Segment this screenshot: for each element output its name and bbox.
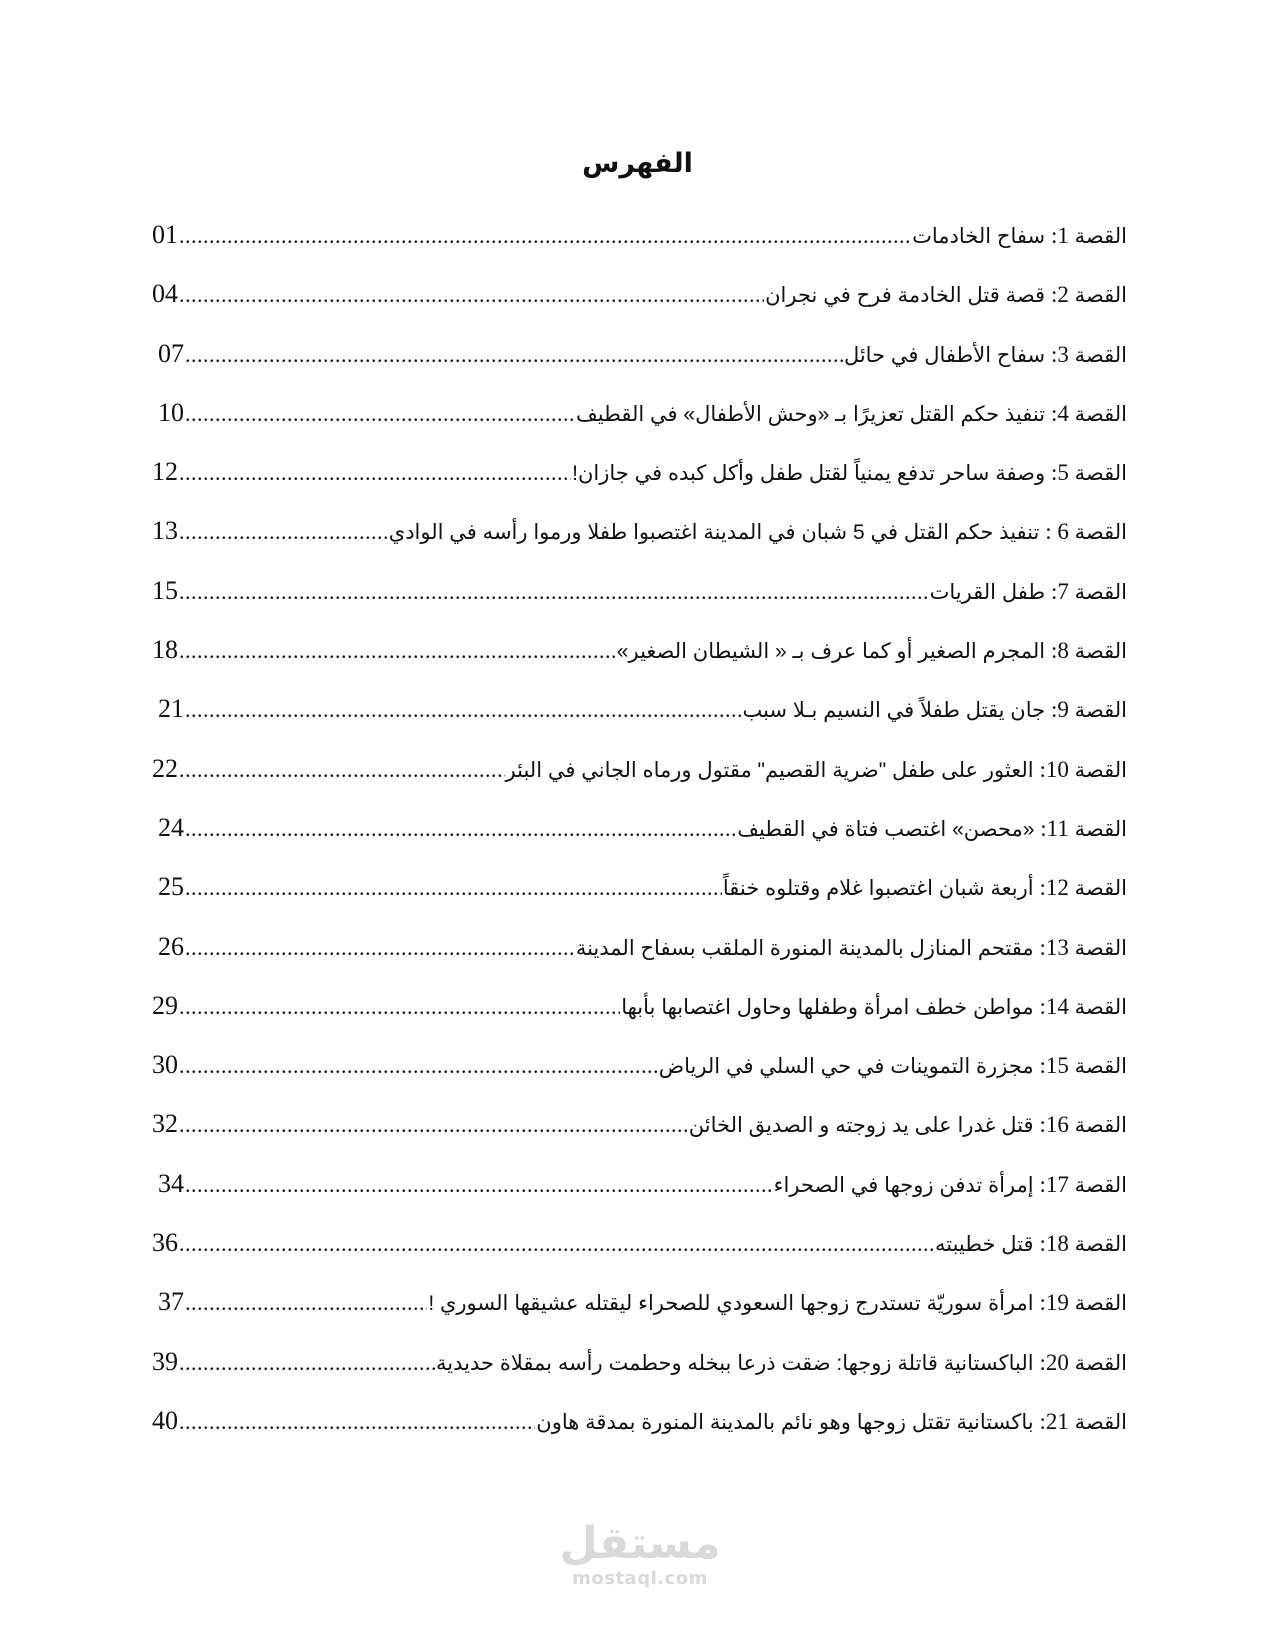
story-title: «محصن» اغتصب فتاة في القطيف [737,817,1035,841]
story-separator: : [1039,1231,1046,1257]
story-number: 15 [1045,1053,1069,1079]
story-separator: : [1050,460,1058,486]
story-prefix: القصة [1074,877,1127,901]
toc-entry[interactable] [152,811,1127,870]
story-number: 14 [1045,993,1069,1019]
watermark-logo-arabic: مستقل [559,1518,721,1569]
toc-entry[interactable] [152,870,1127,929]
dot-leader [179,990,620,1024]
toc-entry-label [774,1168,1127,1203]
toc-entry-label [659,1049,1127,1084]
toc-entry[interactable] [152,692,1127,751]
toc-entry[interactable] [152,277,1127,336]
story-prefix: القصة [1074,1173,1127,1197]
story-prefix: القصة [1074,640,1127,664]
story-separator: : [1050,400,1058,426]
story-number: 2 [1057,282,1069,308]
story-separator: : [1050,638,1058,664]
story-prefix: القصة [1074,699,1127,723]
toc-entry[interactable] [152,1048,1127,1107]
story-separator: : [1039,993,1046,1019]
story-separator: : [1039,756,1046,782]
story-title: طفل القريات [929,580,1046,604]
toc-entry[interactable] [152,989,1127,1048]
story-separator: : [1040,815,1047,841]
dot-leader [179,753,505,787]
story-prefix: القصة [1074,936,1127,960]
story-separator: : [1050,341,1058,367]
toc-entry-label [912,219,1127,254]
story-separator: : [1039,934,1046,960]
page-number: 22 [152,753,178,783]
story-title: وصفة ساحر تدفع يمنياً لقتل طفل وأكل كبده في جازان! [572,462,1046,486]
story-prefix: القصة [1074,225,1127,248]
toc-entry[interactable] [152,455,1127,514]
toc-entry[interactable] [152,514,1127,573]
story-separator: : [1050,282,1058,308]
page-number: 25 [158,872,184,902]
toc-entry[interactable] [152,1107,1127,1166]
story-prefix: القصة [1074,521,1127,545]
toc-entry-label [389,515,1127,550]
story-title: إمرأة تدفن زوجها في الصحراء [773,1173,1034,1197]
story-prefix: القصة [1074,758,1127,782]
page-number: 07 [158,338,184,368]
story-number: 5 [1057,460,1069,486]
story-number: 21 [1045,1408,1069,1434]
dot-leader [179,456,571,490]
story-prefix: القصة [1074,1114,1127,1138]
story-number: 4 [1057,400,1069,426]
story-prefix: القصة [1074,284,1127,308]
story-number: 6 [1057,519,1069,545]
dot-leader [179,219,911,253]
story-separator: : [1039,1408,1046,1434]
toc-entry-label [536,1405,1127,1440]
toc-entry[interactable] [152,1404,1127,1463]
page-number: 30 [152,1050,178,1080]
toc-entry-label [844,338,1127,373]
story-separator: : [1039,1053,1046,1079]
story-title: مواطن خطف امرأة وطفلها وحاول اغتصابها بأبها [621,995,1034,1019]
dot-leader [185,1286,427,1320]
dot-leader [179,278,764,312]
story-number: 16 [1045,1112,1069,1138]
page-title: الفهرس [582,148,693,179]
dot-leader [179,1108,688,1142]
story-number: 1 [1057,223,1069,248]
story-title: تنفيذ حكم القتل في 5 شبان في المدينة اغتصبوا طفلا ورموا رأسه في الوادي [388,521,1040,545]
toc-entry-label [930,575,1127,610]
toc-entry-label [617,634,1127,669]
dot-leader [179,515,388,549]
toc-entry-label [723,871,1127,906]
dot-leader [179,1227,934,1261]
story-separator: : [1045,519,1058,545]
toc-entry-label [935,1227,1127,1262]
page-number: 29 [152,990,178,1020]
dot-leader [185,1168,773,1202]
story-prefix: القصة [1074,580,1127,604]
page-number: 32 [152,1109,178,1139]
toc-entry-label [765,278,1127,313]
story-number: 8 [1057,638,1069,664]
story-prefix: القصة [1074,402,1127,426]
page-number: 12 [152,457,178,487]
story-title: الباكستانية قاتلة زوجها: ضقت ذرعا ببخله وحطمت رأسه بمقلاة حديدية [436,1351,1034,1375]
dot-leader [179,1049,658,1083]
story-separator: : [1039,1349,1046,1375]
toc-entry[interactable] [152,337,1127,396]
page-number: 18 [152,635,178,665]
story-title: قصة قتل الخادمة فرح في نجران [765,284,1046,308]
story-title: قتل غدرا على يد زوجته و الصديق الخائن [688,1114,1034,1138]
story-number: 9 [1057,697,1069,723]
story-title: مجزرة التموينات في حي السلي في الرياض [658,1055,1034,1079]
toc-entry-label [506,753,1127,788]
story-title: تنفيذ حكم القتل تعزيرًا بـ «وحش الأطفال» في القطيف [576,402,1046,426]
story-title: المجرم الصغير أو كما عرف بـ « الشيطان الصغير» [616,640,1046,664]
watermark-logo-latin: mostaql.com [572,1568,708,1589]
story-title: العثور على طفل "ضرية القصيم" مقتول ورماه الجاني في البئر [505,758,1034,782]
dot-leader [185,338,843,372]
story-prefix: القصة [1074,1233,1127,1257]
toc-entry[interactable] [152,1226,1127,1285]
dot-leader [185,871,722,905]
dot-leader [179,1405,535,1439]
story-number: 19 [1045,1290,1069,1316]
page-number: 26 [158,931,184,961]
toc-entry-label [576,931,1127,966]
toc-entry-label [689,1108,1127,1143]
toc-entry[interactable] [152,396,1127,455]
story-separator: : [1050,223,1058,248]
story-prefix: القصة [1074,817,1127,841]
story-number: 10 [1045,756,1069,782]
story-separator: : [1050,578,1058,604]
page-number: 36 [152,1228,178,1258]
story-number: 7 [1057,578,1069,604]
story-prefix: القصة [1074,462,1127,486]
dot-leader [185,397,575,431]
dot-leader [185,693,741,727]
toc-entry[interactable] [152,1167,1127,1226]
story-prefix: القصة [1074,343,1127,367]
page-number: 15 [152,575,178,605]
page-number: 10 [158,397,184,427]
watermark [540,1520,740,1590]
page-number: 34 [158,1168,184,1198]
story-number: 18 [1045,1231,1069,1257]
story-prefix: القصة [1074,1351,1127,1375]
story-title: أربعة شبان اغتصبوا غلام وقتلوه خنقاً [722,877,1034,901]
page-number: 04 [152,279,178,309]
story-separator: : [1050,697,1058,723]
toc-entry-label [436,1346,1127,1381]
toc-entry-label [576,397,1127,432]
story-number: 12 [1045,875,1069,901]
toc-entry[interactable] [152,1285,1127,1344]
toc-entry-label [621,990,1127,1025]
story-number: 17 [1045,1171,1069,1197]
story-number: 20 [1045,1349,1069,1375]
story-number: 3 [1057,341,1069,367]
toc-entry[interactable] [152,1345,1127,1404]
toc-entry-label [572,456,1127,491]
story-prefix: القصة [1074,995,1127,1019]
page-number: 24 [158,812,184,842]
page-number: 13 [152,516,178,546]
story-number: 11 [1046,815,1069,841]
toc-entry[interactable] [152,633,1127,692]
story-title: مقتحم المنازل بالمدينة المنورة الملقب بسفاح المدينة [575,936,1034,960]
story-separator: : [1039,1112,1046,1138]
toc-entry-label [428,1286,1127,1321]
story-title: باكستانية تقتل زوجها وهو نائم بالمدينة المنورة بمدقة هاون [536,1410,1034,1434]
story-title: قتل خطيبته [935,1233,1034,1257]
page-number: 40 [152,1405,178,1435]
page-number: 37 [158,1287,184,1317]
story-number: 13 [1045,934,1069,960]
story-prefix: القصة [1074,1292,1127,1316]
page-number: 01 [152,220,178,249]
table-of-contents [152,218,1127,1463]
toc-entry[interactable] [152,752,1127,811]
story-title: سفاح الأطفال في حائل [843,343,1046,367]
dot-leader [179,1346,435,1380]
story-title: سفاح الخادمات [912,225,1046,248]
story-separator: : [1039,1290,1046,1316]
dot-leader [185,931,575,965]
story-prefix: القصة [1074,1410,1127,1434]
dot-leader [185,812,736,846]
dot-leader [179,575,929,609]
story-separator: : [1039,875,1046,901]
toc-entry-label [737,812,1127,847]
story-title: جان يقتل طفلاً في النسيم بـلا سبب [742,699,1046,723]
toc-entry[interactable] [152,574,1127,633]
toc-entry-label [742,693,1127,728]
toc-entry[interactable] [152,930,1127,989]
page-number: 39 [152,1346,178,1376]
story-prefix: القصة [1074,1055,1127,1079]
story-separator: : [1039,1171,1046,1197]
toc-entry[interactable] [152,218,1127,277]
page-number: 21 [158,694,184,724]
dot-leader [179,634,616,668]
story-title: امرأة سوريّة تستدرج زوجها السعودي للصحراء ليقتله عشيقها السوري ! [428,1292,1034,1316]
